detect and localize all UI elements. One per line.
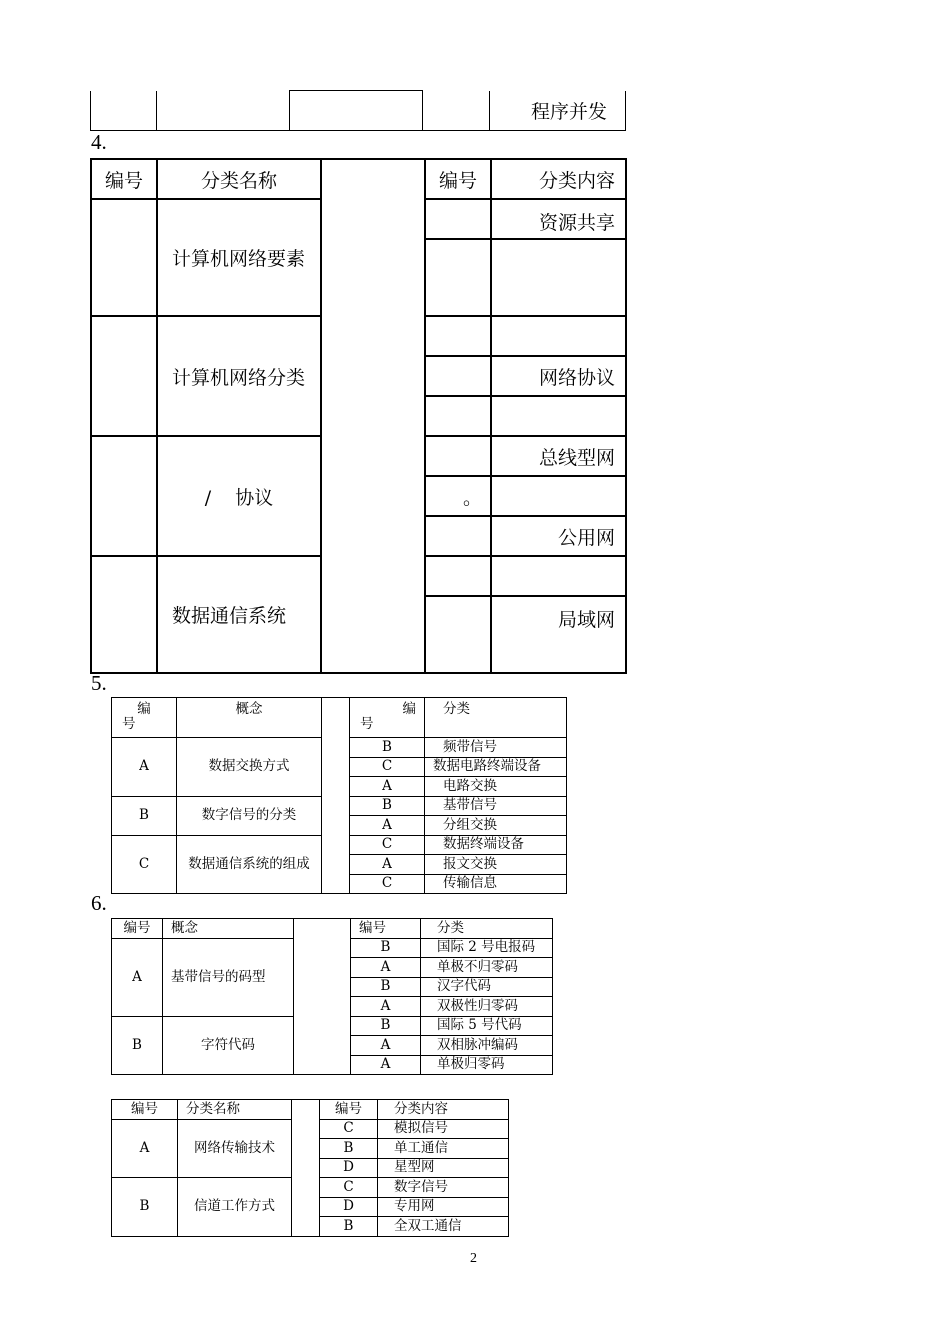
group-concept: 数据交换方式 — [177, 738, 322, 797]
row-num — [425, 239, 491, 316]
row-num: D — [320, 1197, 378, 1217]
row-num — [425, 556, 491, 596]
row-num: A — [351, 997, 421, 1017]
section-number: 5. — [91, 671, 107, 695]
row-category: 数据电路终端设备 — [425, 757, 567, 777]
row-content: 专用网 — [378, 1197, 509, 1217]
row-num — [425, 596, 491, 673]
group-name: 数据通信系统 — [157, 556, 321, 673]
row-content: 网络协议 — [491, 356, 626, 396]
fragment-cell — [157, 91, 290, 131]
section-number: 6. — [91, 891, 107, 915]
row-num: A — [351, 958, 421, 978]
fragment-cell — [91, 91, 157, 131]
row-content — [491, 476, 626, 516]
row-category: 单极不归零码 — [421, 958, 553, 978]
header-category: 分类 — [425, 698, 567, 738]
row-num: C — [320, 1178, 378, 1198]
row-num: A — [351, 1036, 421, 1056]
group-id: B — [112, 796, 177, 835]
group-name: 计算机网络要素 — [157, 199, 321, 316]
group-num — [91, 199, 157, 316]
row-num: A — [350, 855, 425, 875]
group-concept: 数字信号的分类 — [177, 796, 322, 835]
fragment-cell — [290, 91, 423, 131]
group-concept: 字符代码 — [163, 1016, 294, 1075]
previous-table-fragment — [90, 90, 626, 131]
group-id: A — [112, 938, 163, 1016]
header-num2: 编 号 — [350, 698, 425, 738]
row-content: 总线型网 — [491, 436, 626, 476]
header-content: 分类内容 — [491, 159, 626, 199]
row-num: C — [350, 757, 425, 777]
header-num2: 编号 — [425, 159, 491, 199]
header-num: 编号 — [112, 919, 163, 939]
row-category: 分组交换 — [425, 816, 567, 836]
row-content — [491, 396, 626, 436]
row-num: C — [350, 874, 425, 894]
header-num2: 编号 — [320, 1100, 378, 1120]
divider-column — [321, 159, 425, 673]
header-name: 分类名称 — [178, 1100, 292, 1120]
header-num2: 编号 — [351, 919, 421, 939]
row-num: B — [351, 1016, 421, 1036]
row-num — [425, 356, 491, 396]
row-num: 。 — [425, 476, 491, 516]
group-id: B — [112, 1178, 178, 1237]
header-num: 编号 — [112, 1100, 178, 1120]
page-number: 2 — [470, 1251, 477, 1266]
row-category: 国际 5 号代码 — [421, 1016, 553, 1036]
section4-table — [90, 158, 627, 674]
row-num — [425, 436, 491, 476]
row-num: A — [350, 816, 425, 836]
header-category: 分类 — [421, 919, 553, 939]
row-num — [425, 316, 491, 356]
row-num: A — [350, 777, 425, 797]
row-num: B — [351, 938, 421, 958]
row-num: B — [320, 1217, 378, 1237]
section5-table — [111, 697, 567, 894]
group-num — [91, 316, 157, 436]
group-id: A — [112, 738, 177, 797]
row-num: D — [320, 1158, 378, 1178]
group-concept: 基带信号的码型 — [163, 938, 294, 1016]
row-content: 公用网 — [491, 516, 626, 556]
row-content — [491, 556, 626, 596]
row-category: 电路交换 — [425, 777, 567, 797]
row-content: 局域网 — [491, 596, 626, 673]
header-name: 分类名称 — [157, 159, 321, 199]
row-category: 单极归零码 — [421, 1055, 553, 1075]
row-num: B — [351, 977, 421, 997]
divider-column — [294, 919, 351, 1075]
header-content: 分类内容 — [378, 1100, 509, 1120]
row-num: C — [320, 1119, 378, 1139]
row-category: 报文交换 — [425, 855, 567, 875]
header-num: 编号 — [91, 159, 157, 199]
row-category: 双极性归零码 — [421, 997, 553, 1017]
group-name: 计算机网络分类 — [157, 316, 321, 436]
divider-column — [322, 698, 350, 894]
group-id: C — [112, 835, 177, 894]
row-content: 数字信号 — [378, 1178, 509, 1198]
row-content — [491, 316, 626, 356]
group-id: A — [112, 1119, 178, 1178]
row-category: 基带信号 — [425, 796, 567, 816]
fragment-cell — [423, 91, 490, 131]
divider-column — [292, 1100, 320, 1237]
row-num — [425, 199, 491, 239]
header-concept: 概念 — [163, 919, 294, 939]
fragment-last-cell: 程序并发 — [490, 91, 626, 131]
row-content: 全双工通信 — [378, 1217, 509, 1237]
section7-table — [111, 1099, 509, 1237]
row-category: 国际 2 号电报码 — [421, 938, 553, 958]
row-category: 双相脉冲编码 — [421, 1036, 553, 1056]
row-num — [425, 396, 491, 436]
row-content: 单工通信 — [378, 1139, 509, 1159]
group-name: 网络传输技术 — [178, 1119, 292, 1178]
row-num: B — [320, 1139, 378, 1159]
section6-table — [111, 918, 553, 1075]
section-number: 4. — [91, 130, 107, 154]
group-concept: 数据通信系统的组成 — [177, 835, 322, 894]
group-name: 信道工作方式 — [178, 1178, 292, 1237]
row-num — [425, 516, 491, 556]
row-category: 传输信息 — [425, 874, 567, 894]
group-id: B — [112, 1016, 163, 1075]
header-num: 编 号 — [112, 698, 177, 738]
row-num: A — [351, 1055, 421, 1075]
row-category: 数据终端设备 — [425, 835, 567, 855]
row-num: C — [350, 835, 425, 855]
row-category: 频带信号 — [425, 738, 567, 758]
group-num — [91, 436, 157, 556]
row-content: 资源共享 — [491, 199, 626, 239]
row-num: B — [350, 796, 425, 816]
row-category: 汉字代码 — [421, 977, 553, 997]
row-content — [491, 239, 626, 316]
group-name: / 协议 — [157, 436, 321, 556]
group-num — [91, 556, 157, 673]
row-num: B — [350, 738, 425, 758]
row-content: 模拟信号 — [378, 1119, 509, 1139]
row-content: 星型网 — [378, 1158, 509, 1178]
header-concept: 概念 — [177, 698, 322, 738]
